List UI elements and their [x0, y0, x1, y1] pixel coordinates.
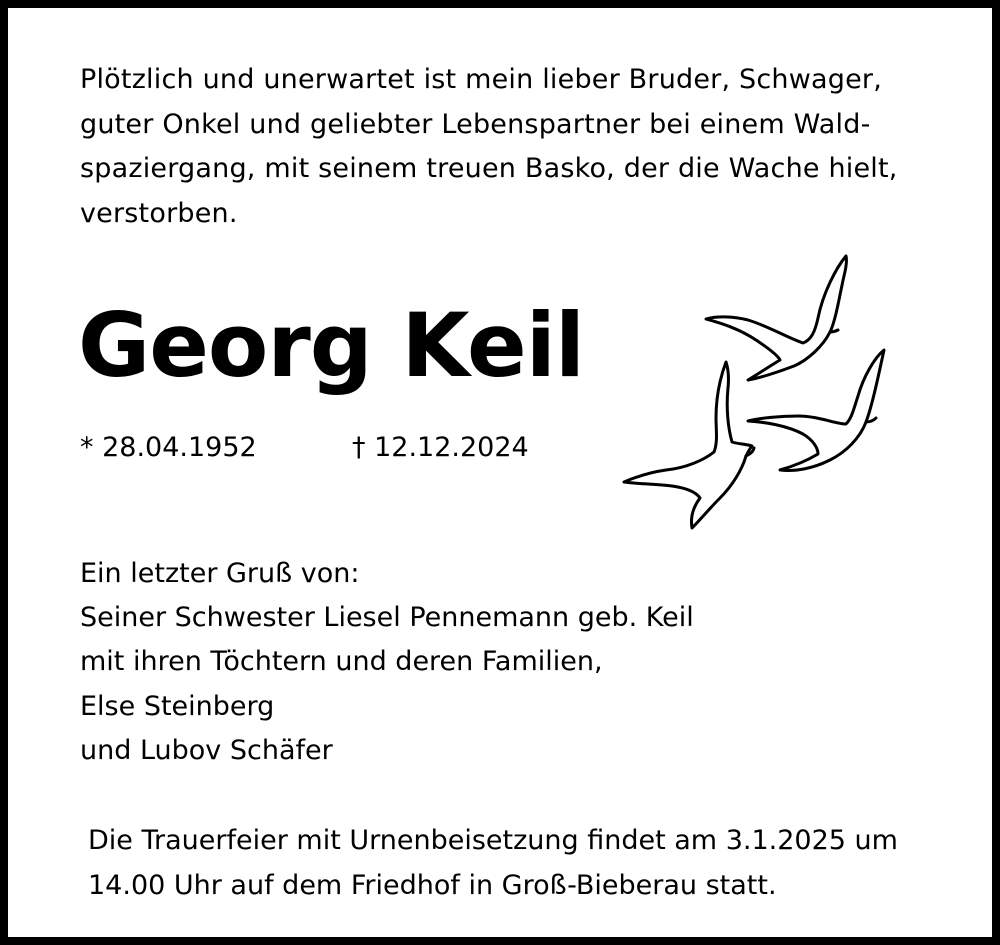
intro-line: spaziergang, mit seinem treuen Basko, der die Wache hielt,: [80, 153, 898, 184]
greeting-line: Seiner Schwester Liesel Pennemann geb. Keil: [80, 602, 694, 634]
funeral-line: 14.00 Uhr auf dem Friedhof in Groß-Bieberau statt.: [88, 869, 777, 901]
funeral-line: Die Trauerfeier mit Urnenbeisetzung findet am 3.1.2025 um: [88, 825, 898, 856]
greeting-line: und Lubov Schäfer: [80, 734, 333, 766]
intro-line: guter Onkel und geliebter Lebenspartner bei einem Wald-: [80, 108, 871, 140]
greeting-line: Ein letzter Gruß von:: [80, 558, 360, 589]
greeting-line: Else Steinberg: [80, 690, 275, 722]
death-date: † 12.12.2024: [352, 432, 529, 463]
greeting-line: mit ihren Töchtern und deren Familien,: [80, 646, 603, 678]
intro-line: verstorben.: [80, 197, 238, 229]
flying-birds-icon: [608, 248, 908, 538]
intro-line: Plötzlich und unerwartet ist mein lieber Bruder, Schwager,: [80, 64, 882, 95]
intro-text: [80, 58, 940, 236]
bird-icon: [624, 362, 754, 528]
funeral-info: [88, 819, 898, 908]
greeting-text: [80, 552, 694, 773]
deceased-name: Georg Keil: [78, 294, 585, 397]
birth-date: * 28.04.1952: [80, 432, 257, 463]
